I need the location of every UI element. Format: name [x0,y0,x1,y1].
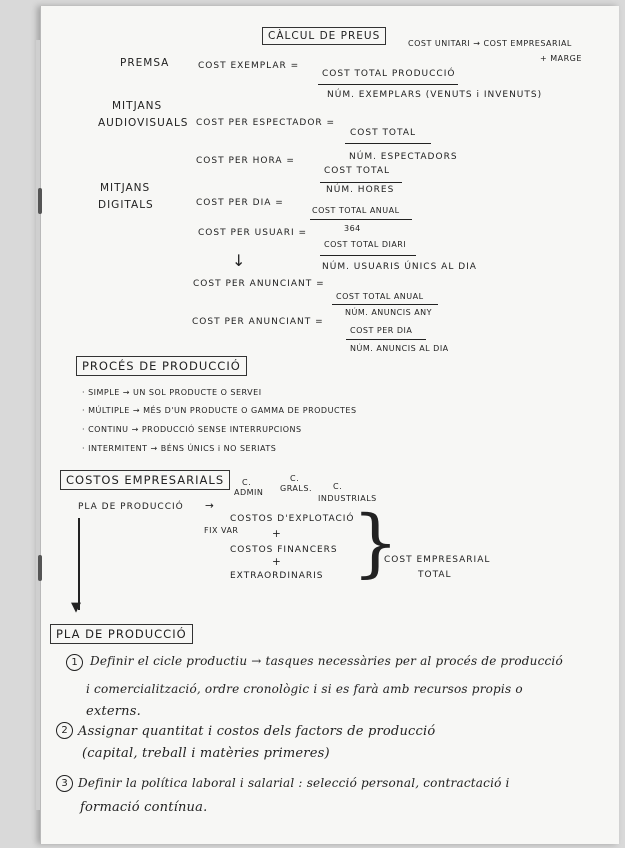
cost-exemplar-denominator: NÚM. EXEMPLARS (VENUTS i INVENUTS) [327,90,543,100]
cost-exemplar-lhs: COST EXEMPLAR = [198,61,300,71]
fraction-bar [346,339,426,340]
binder-hole [38,188,42,214]
pla-produccio-label: PLA DE PRODUCCIÓ [78,502,184,512]
fix-var: FIX VAR [204,526,239,535]
cost-dia-denominator: 364 [344,224,361,233]
pla-heading: PLA DE PRODUCCIÓ [50,624,193,644]
cost-hora-denominator: NÚM. HORES [326,185,395,195]
cost-hora-numerator: COST TOTAL [324,166,390,176]
down-arrow-head: ▼ [71,600,82,615]
down-arrow-line [78,518,80,610]
cost-anunciant-dia-denominator: NÚM. ANUNCIS AL DIA [350,344,449,353]
cost-espectador-lhs: COST PER ESPECTADOR = [196,118,336,128]
annotation: C. [333,482,343,491]
step-text: (capital, treball i matèries primeres) [82,746,330,761]
step-number: 2 [56,722,73,739]
cost-dia-lhs: COST PER DIA = [196,198,284,208]
annotation: C. [290,474,300,483]
costos-financers: COSTOS FINANCERS [230,545,338,555]
audiovisuals-label-2: AUDIOVISUALS [98,117,189,129]
step-text: Definir el cicle productiu → tasques necessàries per al procés de producció [90,654,563,668]
step-text: formació contínua. [80,800,208,815]
cost-anunciant-dia-lhs: COST PER ANUNCIANT = [192,317,324,327]
digitals-label-1: MITJANS [100,182,151,194]
proces-item: · CONTINU → PRODUCCIÓ SENSE INTERRUPCIONS [82,425,302,434]
annotation: C. [242,478,252,487]
cost-hora-lhs: COST PER HORA = [196,156,295,166]
step-text: externs. [86,704,141,719]
costos-heading: COSTOS EMPRESARIALS [60,470,230,490]
audiovisuals-label-1: MITJANS [112,100,163,112]
cost-total-label-1: COST EMPRESARIAL [384,555,491,565]
cost-anunciant-denominator: NÚM. ANUNCIS ANY [345,308,433,317]
proces-heading: PROCÉS DE PRODUCCIÓ [76,356,247,376]
annotation: ADMIN [234,488,264,497]
annotation: INDUSTRIALS [318,494,377,503]
fraction-bar [332,304,438,305]
right-arrow: → [205,500,215,512]
page-edge [36,40,40,810]
down-arrow: ↓ [232,251,247,270]
cost-usuari-numerator: COST TOTAL DIARI [324,240,407,249]
cost-espectador-numerator: COST TOTAL [350,128,416,138]
cost-total-label-2: TOTAL [418,570,452,580]
digitals-label-2: DIGITALS [98,199,154,211]
cost-anunciant-dia-numerator: COST PER DIA [350,326,413,335]
step-text: Assignar quantitat i costos dels factors de producció [78,724,436,739]
page-title: CÀLCUL DE PREUS [262,27,386,45]
fraction-bar [310,219,412,220]
extraordinaris: EXTRAORDINARIS [230,571,324,581]
costos-explotacio: COSTOS D'EXPLOTACIÓ [230,514,355,524]
binder-hole [38,555,42,581]
annotation: GRALS. [280,484,312,493]
curly-brace: } [352,500,400,586]
cost-exemplar-numerator: COST TOTAL PRODUCCIÓ [322,69,456,79]
premsa-label: PREMSA [120,57,170,69]
step-text: Definir la política laboral i salarial : selecció personal, contractació i [78,776,510,790]
cost-dia-numerator: COST TOTAL ANUAL [312,206,400,215]
fraction-bar [345,143,431,144]
fraction-bar [320,182,402,183]
header-note-margin: + MARGE [540,54,582,63]
cost-usuari-denominator: NÚM. USUARIS ÚNICS AL DIA [322,262,477,272]
step-number: 3 [56,775,73,792]
plus-sign: + [272,556,282,568]
proces-item: · MÚLTIPLE → MÉS D'UN PRODUCTE O GAMMA DE PRODUCTES [82,406,357,415]
cost-anunciant-numerator: COST TOTAL ANUAL [336,292,424,301]
header-note: COST UNITARI → COST EMPRESARIAL [408,39,572,48]
fraction-bar [318,84,458,85]
cost-anunciant-lhs: COST PER ANUNCIANT = [193,279,325,289]
step-number: 1 [66,654,83,671]
plus-sign: + [272,528,282,540]
cost-espectador-denominator: NÚM. ESPECTADORS [349,152,458,162]
proces-item: · SIMPLE → UN SOL PRODUCTE O SERVEI [82,388,262,397]
fraction-bar [320,255,416,256]
cost-usuari-lhs: COST PER USUARI = [198,228,308,238]
proces-item: · INTERMITENT → BÉNS ÚNICS i NO SERIATS [82,444,277,453]
step-text: i comercialització, ordre cronològic i si es farà amb recursos propis o [86,682,523,696]
